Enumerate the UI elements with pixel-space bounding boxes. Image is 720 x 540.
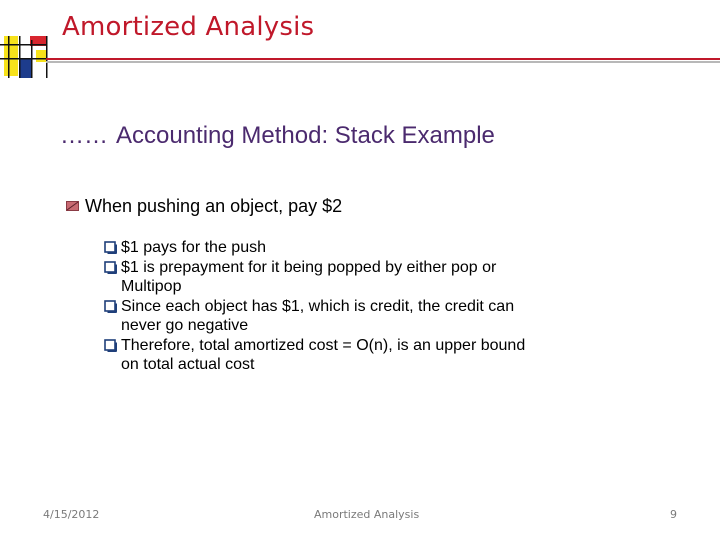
sub-bullet-item (104, 258, 544, 297)
sub-bullet-item (104, 336, 544, 375)
checkbox-bullet-icon (104, 241, 117, 254)
footer-title: Amortized Analysis (314, 508, 420, 521)
checkbox-bullet-icon (104, 300, 117, 313)
sub-bullet-text: $1 is prepayment for it being popped by either pop or Multipop (121, 258, 497, 295)
title-rule-red (46, 58, 720, 60)
main-bullet (66, 196, 342, 217)
sub-bullet-text: Since each object has $1, which is credit, the credit can never go negative (121, 297, 515, 334)
sub-bullet-item (104, 238, 544, 258)
decorative-grid-logo (0, 0, 60, 80)
page-number: 9 (670, 508, 677, 521)
checkbox-bullet-icon (104, 339, 117, 352)
sub-bullet-list (104, 238, 544, 375)
sub-bullet-item (104, 297, 544, 336)
subtitle-prefix: …… (60, 122, 108, 149)
sub-bullet-text: $1 pays for the push (121, 239, 266, 256)
subtitle-text: Accounting Method: Stack Example (116, 122, 495, 149)
bullet-icon (66, 201, 79, 211)
sub-bullet-text: Therefore, total amortized cost = O(n), is an upper bound on total actual cost (121, 336, 526, 373)
title-rule-gray (46, 61, 720, 63)
footer-date: 4/15/2012 (43, 508, 100, 521)
main-bullet-text: When pushing an object, pay $2 (85, 196, 343, 216)
slide-title: Amortized Analysis (62, 12, 315, 42)
slide-subtitle (60, 122, 495, 150)
checkbox-bullet-icon (104, 261, 117, 274)
